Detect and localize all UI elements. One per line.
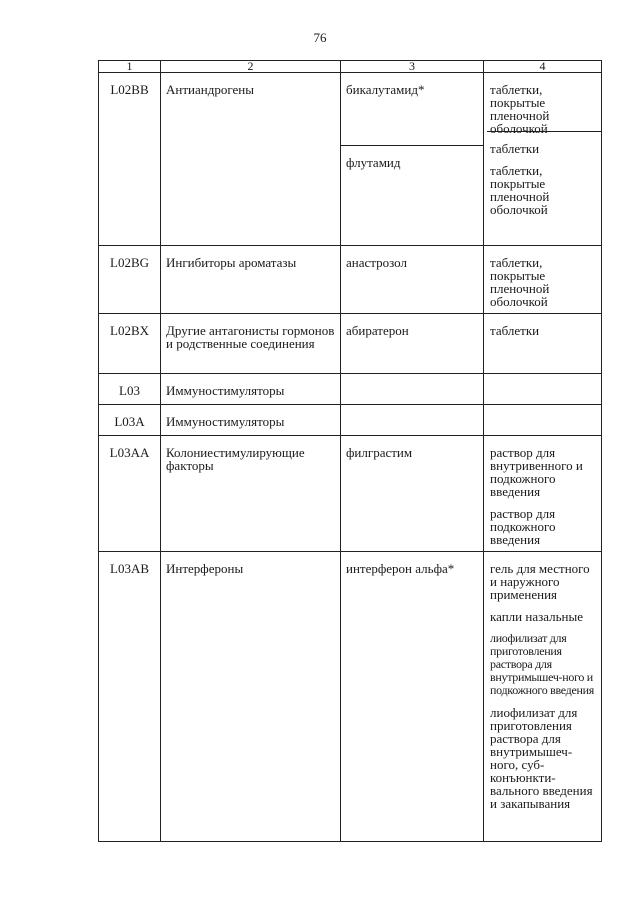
dosage-form: раствор для подкожного введения xyxy=(490,506,556,547)
table-row xyxy=(99,552,602,842)
group-name: Иммуностимуляторы xyxy=(161,374,341,405)
header-row xyxy=(99,61,602,73)
group-name: Колониестимулирующие факторы xyxy=(161,436,341,552)
header-col-1: 1 xyxy=(99,61,161,73)
atc-code: L03A xyxy=(99,405,161,436)
drug-name: филграстим xyxy=(341,436,484,552)
header-col-2: 2 xyxy=(161,61,341,73)
atc-code: L03 xyxy=(99,374,161,405)
dosage-form: капли назальные xyxy=(490,609,583,624)
dosage-form: раствор для внутривенного и подкожного введения xyxy=(490,445,583,499)
table-row xyxy=(99,374,602,405)
dosage-form: таблетки, покрытые пленочной оболочкой xyxy=(490,255,550,309)
header-col-4: 4 xyxy=(484,61,602,73)
group-name: Иммуностимуляторы xyxy=(161,405,341,436)
atc-code: L02BB xyxy=(99,73,161,246)
table-row xyxy=(99,436,602,552)
dosage-form: таблетки xyxy=(490,323,540,338)
page-number: 76 xyxy=(313,30,327,45)
dosage-form: гель для местного и наружного применения xyxy=(490,561,590,602)
header-col-3: 3 xyxy=(341,61,484,73)
drug-name: флутамид xyxy=(341,145,483,245)
group-name: Антиандрогены xyxy=(161,73,341,246)
table-row xyxy=(99,405,602,436)
group-name: Другие антагонисты гормонов и родственные соединения xyxy=(161,314,341,374)
drug-table xyxy=(98,60,602,842)
atc-code: L03AA xyxy=(99,436,161,552)
dosage-form: лиофилизат для приготовления раствора для внутримышеч-ного и подкожного введения xyxy=(490,631,594,697)
atc-code: L02BG xyxy=(99,246,161,314)
drug-name: анастрозол xyxy=(341,246,484,314)
table-row xyxy=(99,73,602,246)
atc-code: L02BX xyxy=(99,314,161,374)
table-row xyxy=(99,246,602,314)
drug-name: интерферон альфа* xyxy=(341,552,484,842)
dosage-form: таблетки xyxy=(487,131,601,160)
dosage-form: таблетки, покрытые пленочной оболочкой xyxy=(490,82,550,136)
dosage-form: лиофилизат для приготовления раствора для внутримышеч-ного, суб-конъюнкти-вального введения и закапывания xyxy=(490,705,593,811)
drug-name: абиратерон xyxy=(341,314,484,374)
drug-name: бикалутамид* xyxy=(346,82,425,97)
atc-code: L03AB xyxy=(99,552,161,842)
group-name: Ингибиторы ароматазы xyxy=(161,246,341,314)
table-row xyxy=(99,314,602,374)
group-name: Интерфероны xyxy=(161,552,341,842)
dosage-form: таблетки, покрытые пленочной оболочкой xyxy=(490,163,550,217)
